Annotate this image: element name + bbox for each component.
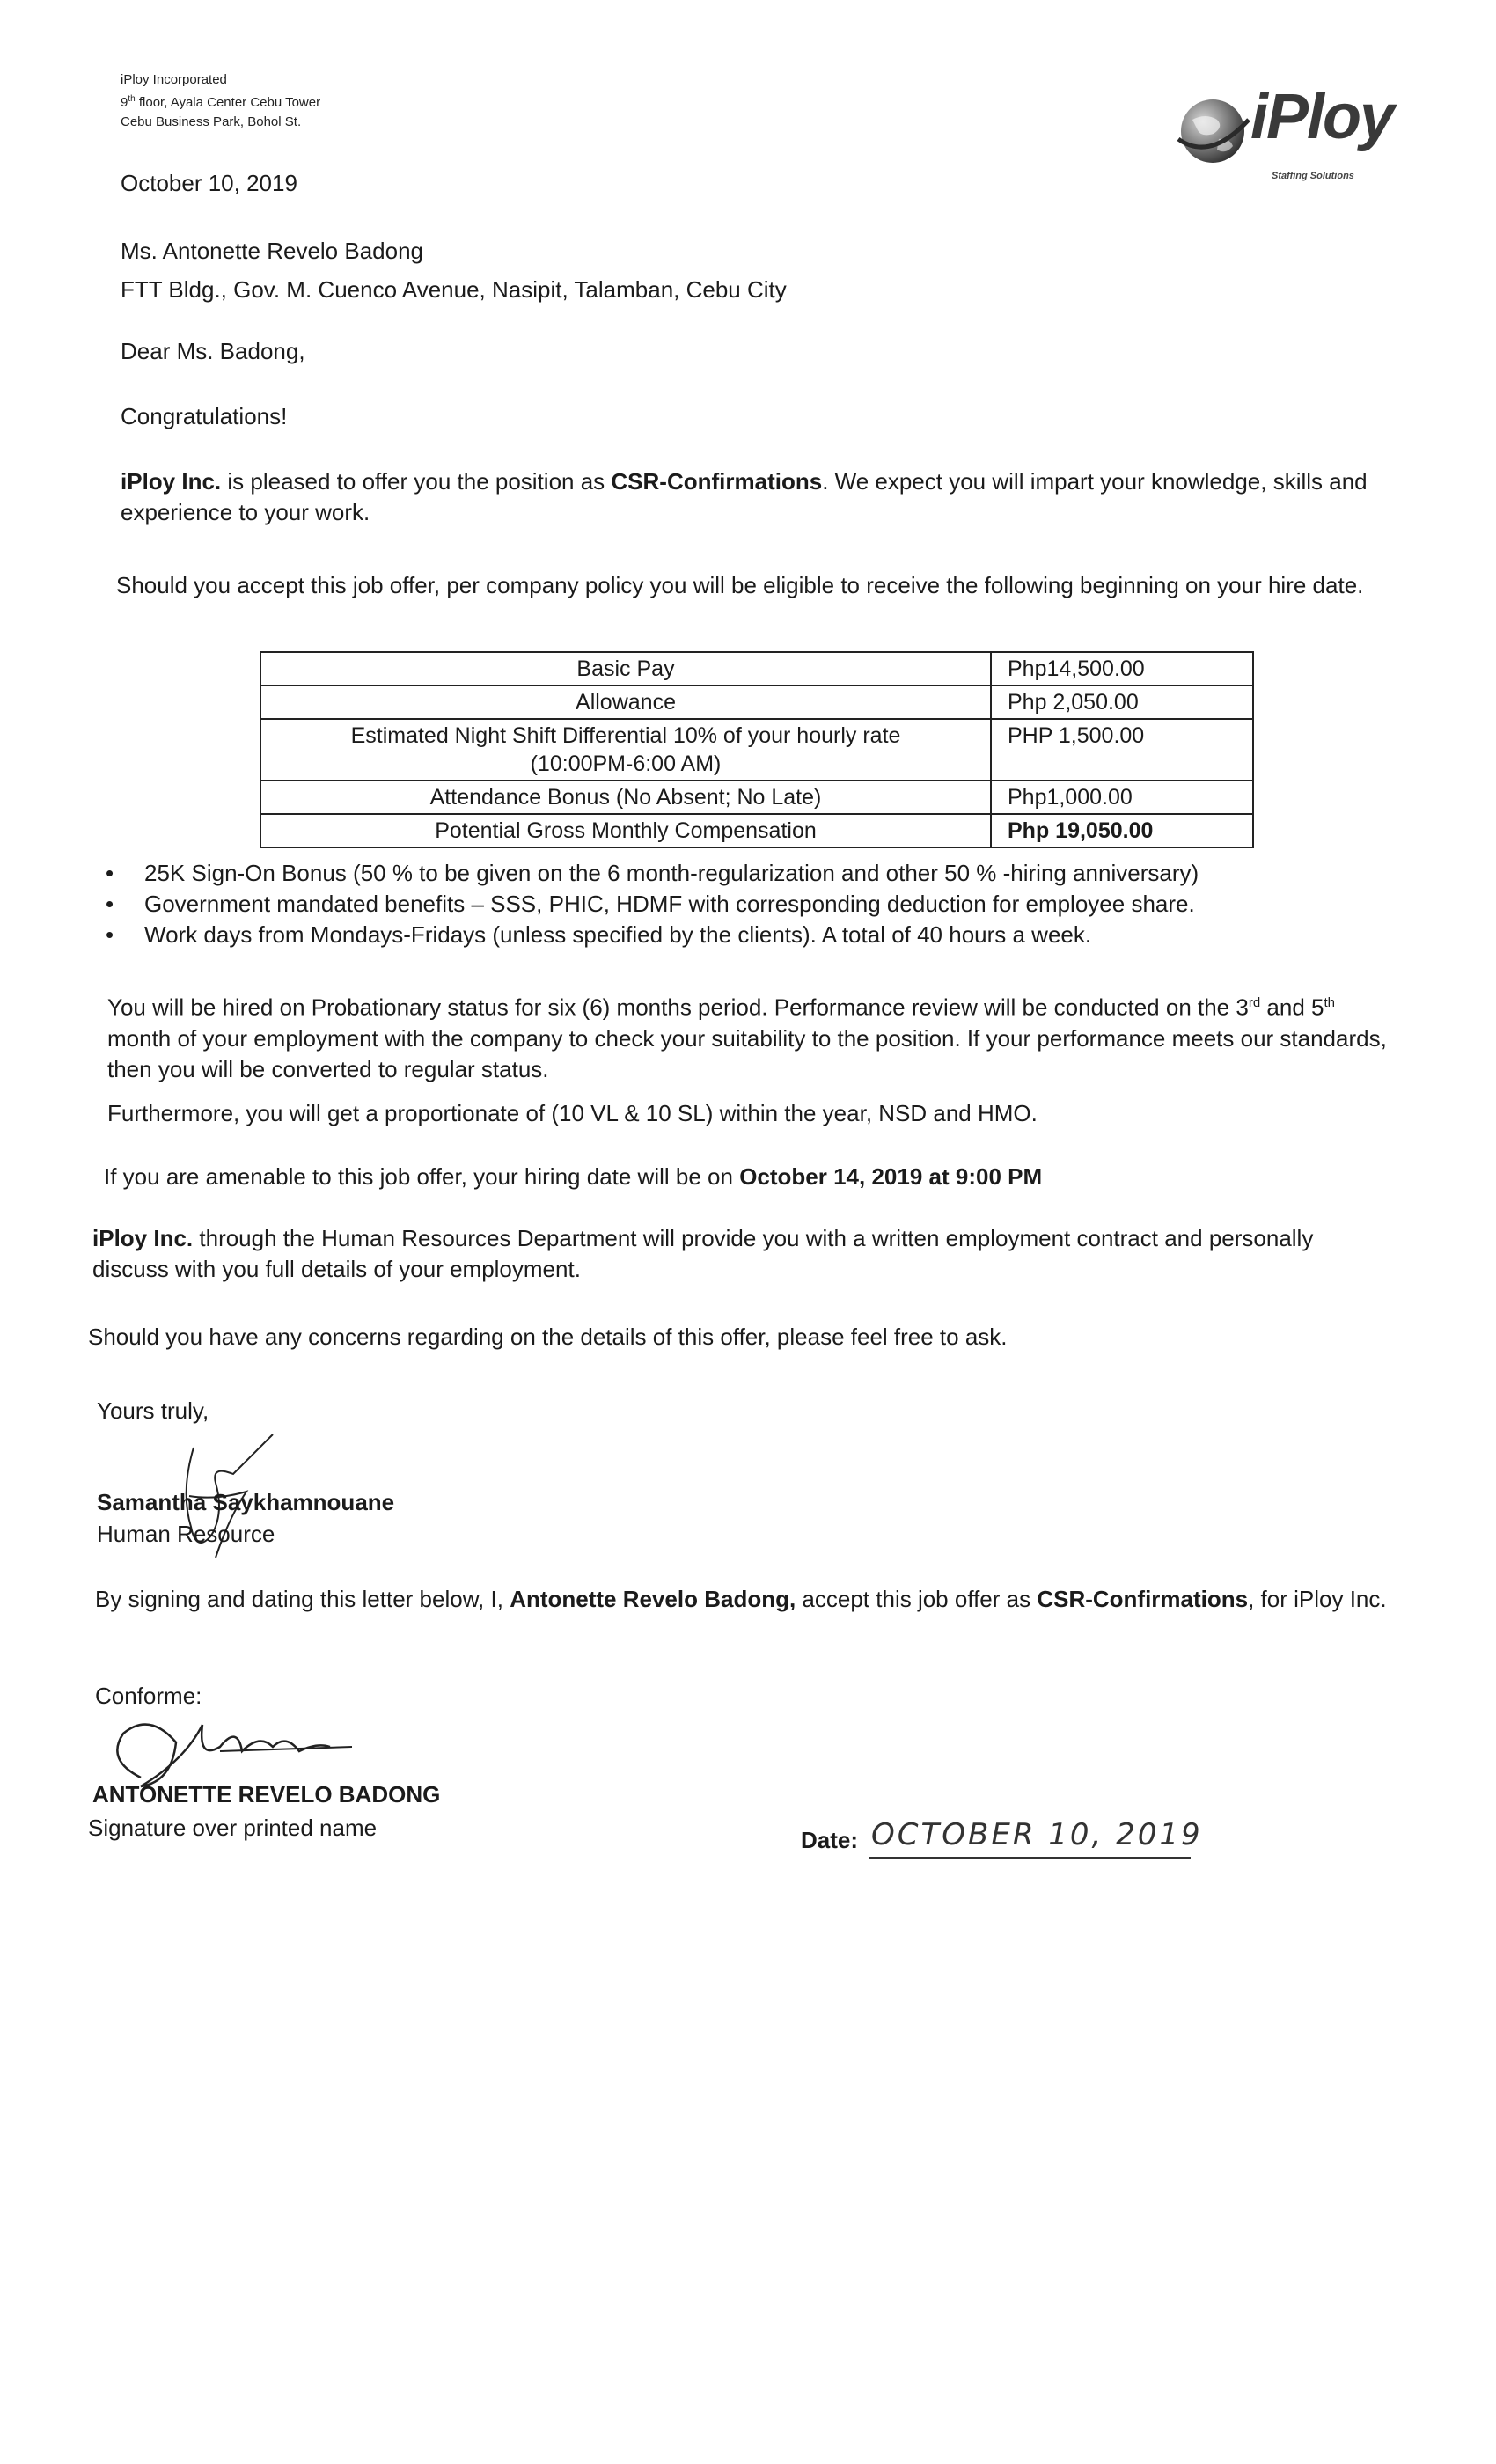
applicant-printed-name: ANTONETTE REVELO BADONG — [92, 1781, 441, 1808]
comp-amount: Php 2,050.00 — [991, 686, 1253, 719]
sender-address-line2: Cebu Business Park, Bohol St. — [121, 114, 302, 129]
comp-label: Estimated Night Shift Differential 10% of your hourly rate (10:00PM-6:00 AM) — [260, 719, 991, 781]
iploy-logo — [1175, 82, 1417, 181]
sender-address — [121, 70, 320, 132]
logo-tagline: Staffing Solutions — [1272, 171, 1354, 181]
probation-paragraph: You will be hired on Probationary status for six (6) months period. Performance review will be conducted on the 3rd and 5th month of your employment with the company to check your suitability to the position. If your performance meets our standards, then you will be converted to regular status. — [107, 994, 1387, 1082]
table-row — [260, 652, 1253, 686]
list-item: • Government mandated benefits – SSS, PHIC, HDMF with corresponding deduction for employee share. — [106, 889, 1373, 920]
sender-company: iPloy Incorporated — [121, 72, 227, 87]
table-row — [260, 719, 1253, 781]
eligibility-paragraph: Should you accept this job offer, per company policy you will be eligible to receive the following beginning on your hire date. — [116, 572, 1364, 598]
date-label: Date: — [801, 1827, 859, 1853]
comp-label: Allowance — [260, 686, 991, 719]
benefits-list — [106, 858, 1373, 950]
table-row — [260, 814, 1253, 847]
offer-paragraph: iPloy Inc. is pleased to offer you the position as CSR-Confirmations. We expect you will impart your knowledge, skills and experience to your work. — [121, 468, 1368, 525]
signature-caption: Signature over printed name — [88, 1815, 378, 1841]
compensation-table — [260, 651, 1254, 848]
table-row — [260, 781, 1253, 814]
salutation: Dear Ms. Badong, — [121, 338, 305, 364]
date-handwritten: OCTOBER 10, 2019 — [871, 1817, 1203, 1852]
table-row — [260, 686, 1253, 719]
comp-amount: Php14,500.00 — [991, 652, 1253, 686]
list-item: • 25K Sign-On Bonus (50 % to be given on the 6 month-regularization and other 50 % -hiring anniversary) — [106, 858, 1373, 889]
comp-amount: Php1,000.00 — [991, 781, 1253, 814]
recipient-name: Ms. Antonette Revelo Badong — [121, 238, 424, 264]
logo-wordmark: iPloy — [1250, 82, 1394, 152]
contract-paragraph: iPloy Inc. through the Human Resources Department will provide you with a written employment contract and personally discuss with you full details of your employment. — [92, 1225, 1314, 1282]
letter-date: October 10, 2019 — [121, 170, 297, 196]
comp-amount: PHP 1,500.00 — [991, 719, 1253, 781]
signatory-name: Samantha Saykhamnouane — [97, 1489, 395, 1515]
sender-address-line1: 9th floor, Ayala Center Cebu Tower — [121, 94, 321, 110]
hiring-date-paragraph: If you are amenable to this job offer, your hiring date will be on October 14, 2019 at 9:00 PM — [104, 1163, 1043, 1190]
globe-icon — [1175, 93, 1250, 169]
comp-label: Attendance Bonus (No Absent; No Late) — [260, 781, 991, 814]
acceptance-paragraph: By signing and dating this letter below, I, Antonette Revelo Badong, accept this job offer as CSR-Confirmations, for iPloy Inc. — [95, 1586, 1387, 1612]
leave-paragraph: Furthermore, you will get a proportionate of (10 VL & 10 SL) within the year, NSD and HMO. — [107, 1100, 1038, 1126]
signatory-title: Human Resource — [97, 1521, 275, 1547]
concerns-paragraph: Should you have any concerns regarding on the details of this offer, please feel free to ask. — [88, 1324, 1008, 1350]
list-item: • Work days from Mondays-Fridays (unless specified by the clients). A total of 40 hours a week. — [106, 920, 1373, 950]
recipient-address: FTT Bldg., Gov. M. Cuenco Avenue, Nasipit, Talamban, Cebu City — [121, 276, 787, 303]
comp-label: Basic Pay — [260, 652, 991, 686]
closing: Yours truly, — [97, 1397, 209, 1424]
comp-amount-total: Php 19,050.00 — [991, 814, 1253, 847]
conforme-label: Conforme: — [95, 1683, 202, 1709]
congratulations: Congratulations! — [121, 403, 288, 429]
comp-label: Potential Gross Monthly Compensation — [260, 814, 991, 847]
date-line — [869, 1857, 1191, 1859]
